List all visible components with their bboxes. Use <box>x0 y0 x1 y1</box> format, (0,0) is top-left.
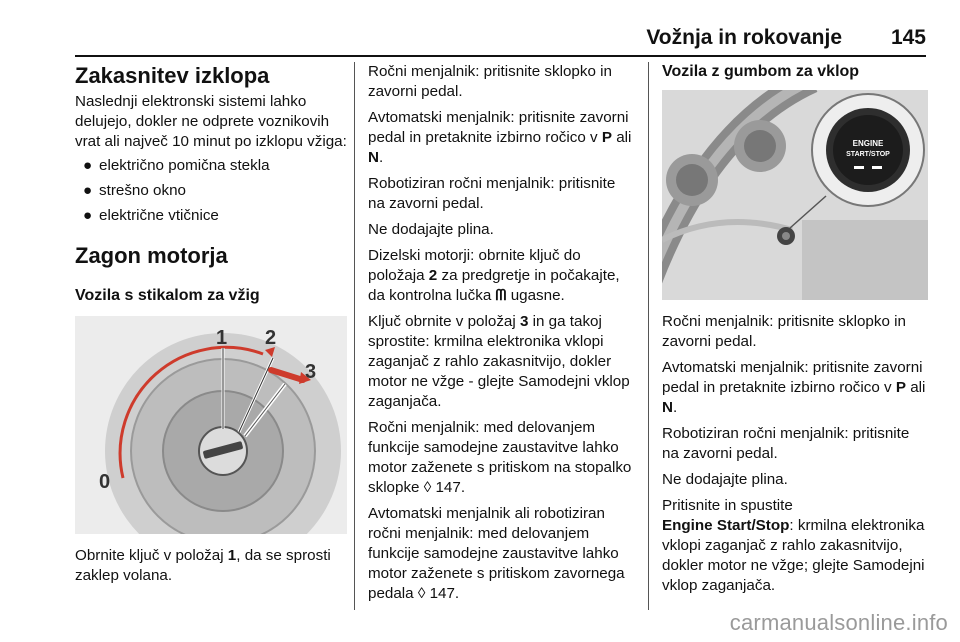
autostop-manual-text: Ročni menjalnik: med delovanjem funkcije samodejne zaustavitve lahko motor zaženete s pritiskom na stopalko sklopke ◊ 147. <box>368 419 632 496</box>
no-throttle-text: Ne dodajajte plina. <box>368 221 494 238</box>
page-ref-icon: ◊ <box>423 479 432 496</box>
list-item: ● električno pomična stekla <box>83 157 270 174</box>
ignition-key-figure <box>75 316 347 534</box>
header-rule <box>75 55 926 57</box>
page-ref-icon: ◊ <box>417 585 426 602</box>
automatic-transmission-text: Avtomatski menjalnik: pritisnite zavorni pedal in pretaknite izbirno ročico v P ali N. <box>368 109 632 166</box>
position-label-0: 0 <box>99 471 111 493</box>
robotized-transmission-text: Robotiziran ročni menjalnik: pritisnite na zavorni pedal. <box>368 175 616 212</box>
bullet-icon: ● <box>83 157 93 174</box>
diesel-preheat-text: Dizelski motorji: obrnite ključ do položaja 2 za predgretje in počakajte, da kontrolna lučka ᗰ ugasne. <box>368 247 620 304</box>
manual-transmission-text: Ročni menjalnik: pritisnite sklopko in zavorni pedal. <box>368 63 612 100</box>
bullet-icon: ● <box>83 182 93 199</box>
autostop-automatic-text: Avtomatski menjalnik ali robotiziran ročni menjalnik: med delovanjem funkcije samodejne zaustavitve lahko motor zaženete s pritiskom zavornega pedala ◊ 147. <box>368 505 625 602</box>
chapter-title: Vožnja in rokovanje <box>646 26 842 49</box>
manual-transmission-text: Ročni menjalnik: pritisnite sklopko in zavorni pedal. <box>662 313 906 350</box>
system-list <box>75 156 347 226</box>
position-label-2: 2 <box>265 327 277 349</box>
list-item: ● strešno okno <box>83 182 186 199</box>
heading-ignition-switch: Vozila s stikalom za vžig <box>75 287 260 304</box>
position-label-3: 3 <box>305 361 317 383</box>
column-2 <box>368 62 636 610</box>
list-item: ● električne vtičnice <box>83 207 219 224</box>
column-1 <box>75 62 347 592</box>
column-divider-1 <box>354 62 355 610</box>
delayed-shutoff-intro: Naslednji elektronski sistemi lahko delujejo, dokler ne odprete voznikovih vrat ali največ 10 minut po izklopu vžiga: <box>75 93 347 150</box>
page-ref-link[interactable]: 147. <box>435 479 466 496</box>
heading-start-button: Vozila z gumbom za vklop <box>662 63 860 80</box>
heading-delayed-shutoff: Zakasnitev izklopa <box>75 63 270 88</box>
start-stop-button-figure <box>662 90 928 300</box>
start-button-instruction: Pritisnite in spustite Engine Start/Stop: krmilna elektronika vklopi zaganjač z rahlo zakasnitvijo, dokler motor ne vžge; glejte Samodejni vklop zaganjača. <box>662 497 925 594</box>
column-divider-2 <box>648 62 649 610</box>
watermark: carmanualsonline.info <box>729 610 948 635</box>
page-ref-link[interactable]: 147. <box>429 585 460 602</box>
start-stop-label: START/STOP <box>846 151 890 158</box>
key-figure-caption: Obrnite ključ v položaj 1, da se sprosti zaklep volana. <box>75 547 331 584</box>
start-position-text: Ključ obrnite v položaj 3 in ga takoj sprostite: krmilna elektronika vklopi zaganjač z rahlo zakasnitvijo, dokler motor ne vžge - glejte Samodejni vklop zaganjača. <box>368 313 630 410</box>
position-label-1: 1 <box>216 327 228 349</box>
bullet-icon: ● <box>83 207 93 224</box>
robotized-transmission-text: Robotiziran ročni menjalnik: pritisnite na zavorni pedal. <box>662 425 910 462</box>
page-number: 145 <box>890 26 926 49</box>
column-3 <box>662 62 928 602</box>
no-throttle-text: Ne dodajajte plina. <box>662 471 788 488</box>
heading-engine-start: Zagon motorja <box>75 243 228 268</box>
glow-plug-icon: ᗰ <box>495 287 507 304</box>
engine-label: ENGINE <box>852 139 884 148</box>
automatic-transmission-text: Avtomatski menjalnik: pritisnite zavorni pedal in pretaknite izbirno ročico v P ali N. <box>662 359 926 416</box>
page-header <box>0 0 960 62</box>
